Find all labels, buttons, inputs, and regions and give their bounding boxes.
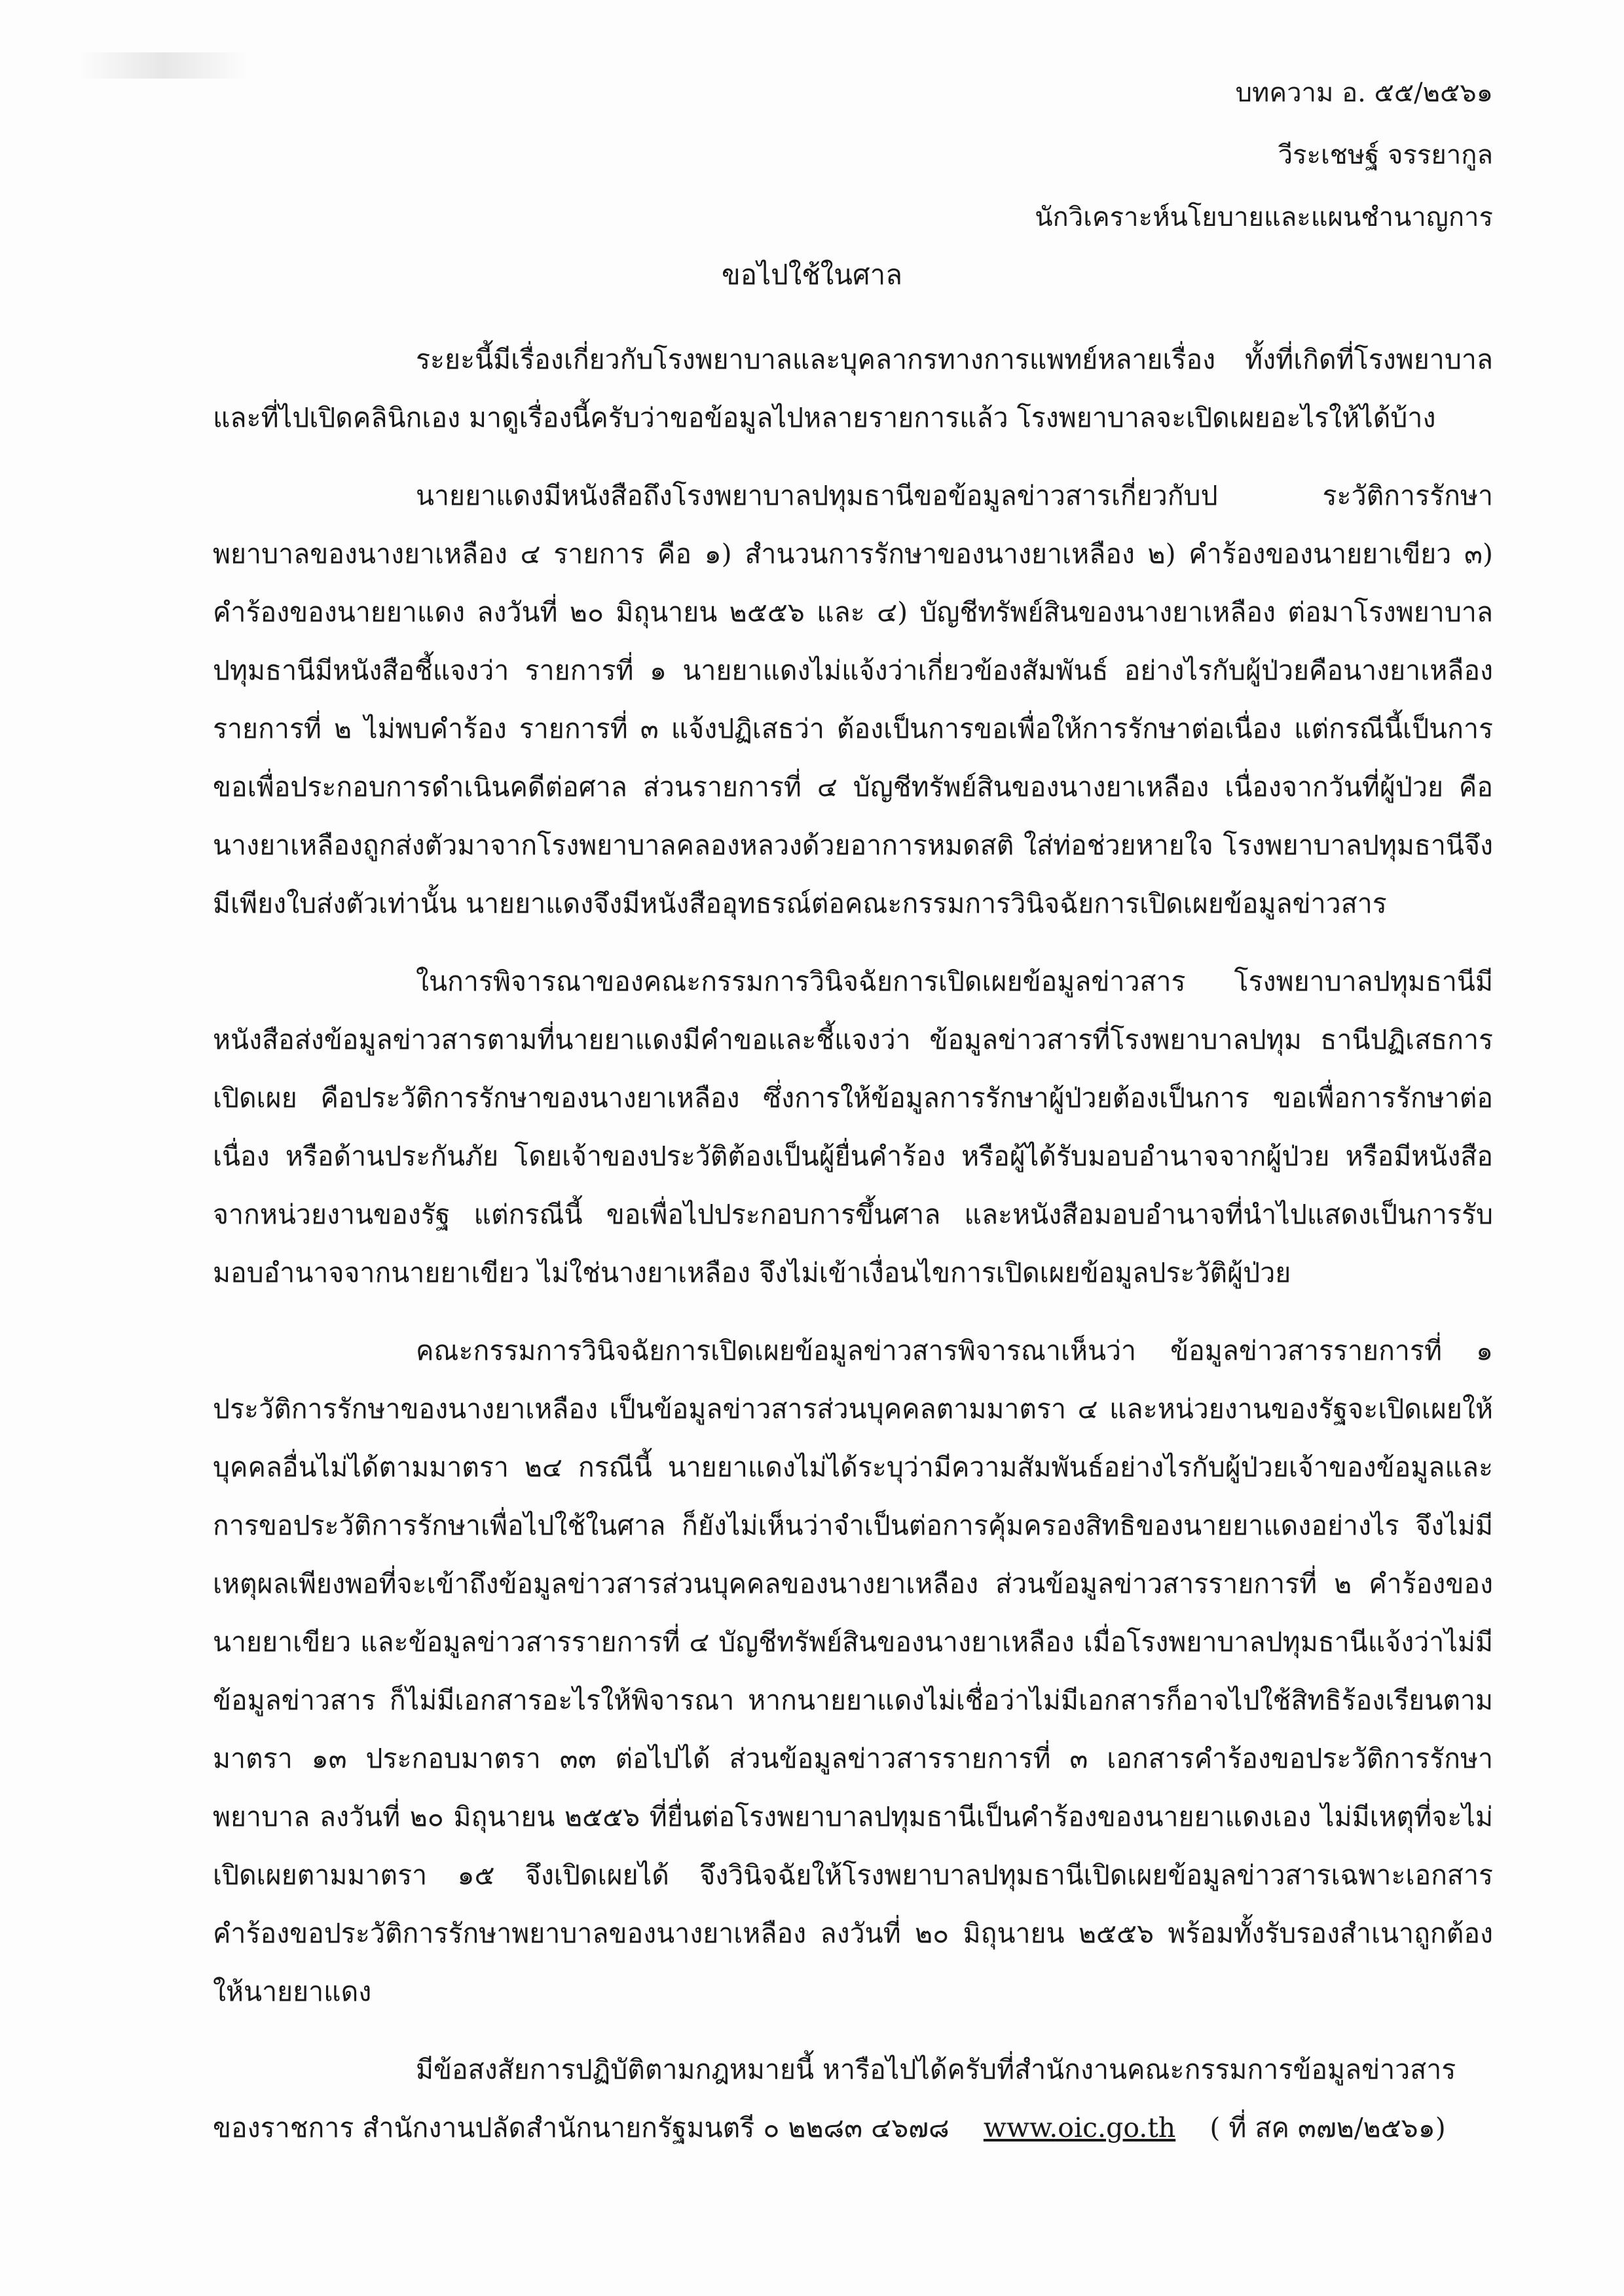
document-body [213,331,1493,2177]
document-title: ขอไปใช้ในศาล [722,259,902,291]
reference-number: ( ที่ สค ๓๗๒/๒๕๖๑) [1209,2112,1446,2143]
website-link[interactable]: www.oic.go.th [983,2112,1176,2143]
author-position: นักวิเคราะห์นโยบายและแผนชำนาญการ [1035,202,1493,232]
paragraph-committee-decision: คณะกรรมการวินิจฉัยการเปิดเผยข้อมูลข่าวสารพิจารณาเห็นว่า ข้อมูลข่าวสารรายการที่ ๑ ประวัติการรักษาของนางยาเหลือง เป็นข้อมูลข่าวสารส่วนบุคคลตามมาตรา ๔ และหน่วยงานของรัฐจะเปิดเผยให้บุคคลอื่นไม่ได้ตามมาตรา ๒๔ กรณีนี้ นายยาแดงไม่ได้ระบุว่ามีความสัมพันธ์อย่างไรกับผู้ป่วยเจ้าของข้อมูลและการขอประวัติการรักษาเพื่อไปใช้ในศาล ก็ยังไม่เห็นว่าจำเป็นต่อการคุ้มครองสิทธิของนายยาแดงอย่างไร จึงไม่มีเหตุผลเพียงพอที่จะเข้าถึงข้อมูลข่าวสารส่วนบุคคลของนางยาเหลือง ส่วนข้อมูลข่าวสารรายการที่ ๒ คำร้องของนายยาเขียว และข้อมูลข่าวสารรายการที่ ๔ บัญชีทรัพย์สินของนางยาเหลือง เมื่อโรงพยาบาลปทุมธานีแจ้งว่าไม่มีข้อมูลข่าวสาร ก็ไม่มีเอกสารอะไรให้พิจารณา หากนายยาแดงไม่เชื่อว่าไม่มีเอกสารก็อาจไปใช้สิทธิร้องเรียนตามมาตรา ๑๓ ประกอบมาตรา ๓๓ ต่อไปได้ ส่วนข้อมูลข่าวสารรายการที่ ๓ เอกสารคำร้องขอประวัติการรักษาพยาบาล ลงวันที่ ๒๐ มิถุนายน ๒๕๕๖ ที่ยื่นต่อโรงพยาบาลปทุมธานีเป็นคำร้องของนายยาแดงเอง ไม่มีเหตุที่จะไม่เปิดเผยตามมาตรา ๑๕ จึงเปิดเผยได้ จึงวินิจฉัยให้โรงพยาบาลปทุมธานีเปิดเผยข้อมูลข่าวสารเฉพาะเอกสารคำร้องขอประวัติการรักษาพยาบาลของนางยาเหลือง ลงวันที่ ๒๐ มิถุนายน ๒๕๕๖ พร้อมทั้งรับรองสำเนาถูกต้องให้นายยาแดง [213,1335,1493,2007]
scan-smudge [79,52,249,79]
contact-phone: ๐ ๒๒๘๓ ๔๖๗๘ [763,2112,950,2143]
closing-sentence: มีข้อสงสัยการปฏิบัติตามกฎหมายนี้ หารือไปได้ครับที่สำนักงานคณะกรรมการข้อมูลข่าวสาร [416,2054,1456,2085]
closing-org: ของราชการ สำนักงานปลัดสำนักนายกรัฐมนตรี [213,2112,764,2143]
author-name: วีระเชษฐ์ จรรยากูล [1278,140,1493,170]
document-number: บทความ อ. ๕๕/๒๕๖๑ [1235,78,1493,108]
paragraph-request: นายยาแดงมีหนังสือถึงโรงพยาบาลปทุมธานีขอข้อมูลข่าวสารเกี่ยวกับป ระวัติการรักษาพยาบาลของนางยาเหลือง ๔ รายการ คือ ๑) สำนวนการรักษาของนางยาเหลือง ๒) คำร้องของนายยาเขียว ๓) คำร้องของนายยาแดง ลงวันที่ ๒๐ มิถุนายน ๒๕๕๖ และ ๔) บัญชีทรัพย์สินของนางยาเหลือง ต่อมาโรงพยาบาลปทุมธานีมีหนังสือชี้แจงว่า รายการที่ ๑ นายยาแดงไม่แจ้งว่าเกี่ยวข้องสัมพันธ์ อย่างไรกับผู้ป่วยคือนางยาเหลือง รายการที่ ๒ ไม่พบคำร้อง รายการที่ ๓ แจ้งปฏิเสธว่า ต้องเป็นการขอเพื่อให้การรักษาต่อเนื่อง แต่กรณีนี้เป็นการขอเพื่อประกอบการดำเนินคดีต่อศาล ส่วนรายการที่ ๔ บัญชีทรัพย์สินของนางยาเหลือง เนื่องจากวันที่ผู้ป่วย คือนางยาเหลืองถูกส่งตัวมาจากโรงพยาบาลคลองหลวงด้วยอาการหมดสติ ใส่ท่อช่วยหายใจ โรงพยาบาลปทุมธานีจึงมีเพียงใบส่งตัวเท่านั้น นายยาแดงจึงมีหนังสืออุทธรณ์ต่อคณะกรรมการวินิจฉัยการเปิดเผยข้อมูลข่าวสาร [213,480,1493,919]
document-header [904,62,1493,249]
paragraph-hospital-response: ในการพิจารณาของคณะกรรมการวินิจฉัยการเปิดเผยข้อมูลข่าวสาร โรงพยาบาลปทุมธานีมีหนังสือส่งข้อมูลข่าวสารตามที่นายยาแดงมีคำขอและชี้แจงว่า ข้อมูลข่าวสารที่โรงพยาบาลปทุม ธานีปฏิเสธการเปิดเผย คือประวัติการรักษาของนางยาเหลือง ซึ่งการให้ข้อมูลการรักษาผู้ป่วยต้องเป็นการ ขอเพื่อการรักษาต่อเนื่อง หรือด้านประกันภัย โดยเจ้าของประวัติต้องเป็นผู้ยื่นคำร้อง หรือผู้ได้รับมอบอำนาจจากผู้ป่วย หรือมีหนังสือจากหน่วยงานของรัฐ แต่กรณีนี้ ขอเพื่อไปประกอบการขึ้นศาล และหนังสือมอบอำนาจที่นำไปแสดงเป็นการรับมอบอำนาจจากนายยาเขียว ไม่ใช่นางยาเหลือง จึงไม่เข้าเงื่อนไขการเปิดเผยข้อมูลประวัติผู้ป่วย [213,966,1493,1288]
paragraph-closing [213,2041,1493,2157]
paragraph-intro: ระยะนี้มีเรื่องเกี่ยวกับโรงพยาบาลและบุคลากรทางการแพทย์หลายเรื่อง ทั้งที่เกิดที่โรงพยาบาล และที่ไปเปิดคลินิกเอง มาดูเรื่องนี้ครับว่าขอข้อมูลไปหลายรายการแล้ว โรงพยาบาลจะเปิดเผยอะไรให้ได้บ้าง [213,344,1493,433]
